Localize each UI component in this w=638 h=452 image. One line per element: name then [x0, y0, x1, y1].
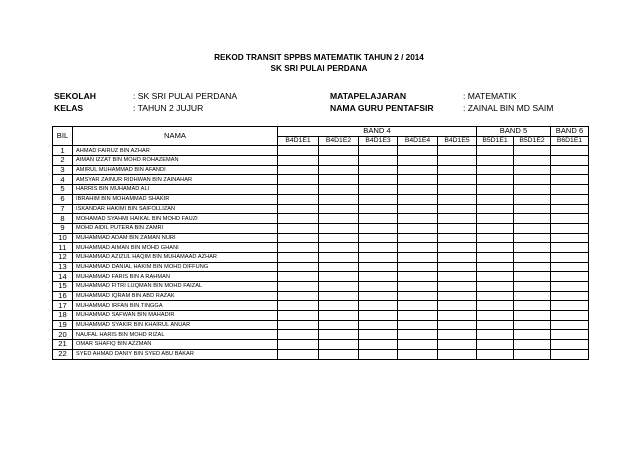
score-cell[interactable]	[438, 291, 477, 301]
row-nama: AHMAD FAIRUZ BIN AZHAR	[73, 146, 278, 156]
table-row	[53, 252, 589, 262]
score-cell[interactable]	[551, 185, 589, 195]
score-cell[interactable]	[398, 156, 438, 166]
score-cell[interactable]	[278, 282, 319, 292]
score-cell[interactable]	[319, 223, 359, 233]
score-cell[interactable]	[319, 214, 359, 224]
score-cell[interactable]	[514, 340, 551, 350]
score-cell[interactable]	[514, 223, 551, 233]
score-cell[interactable]	[477, 311, 514, 321]
table-row	[53, 165, 589, 175]
score-cell[interactable]	[319, 243, 359, 253]
row-bil: 12	[53, 252, 73, 262]
score-cell[interactable]	[278, 320, 319, 330]
row-bil: 4	[53, 175, 73, 185]
score-cell[interactable]	[438, 194, 477, 204]
score-cell[interactable]	[514, 282, 551, 292]
score-cell[interactable]	[551, 223, 589, 233]
score-cell[interactable]	[278, 223, 319, 233]
sekolah-value: : SK SRI PULAI PERDANA	[133, 91, 238, 101]
score-cell[interactable]	[438, 175, 477, 185]
score-cell[interactable]	[514, 243, 551, 253]
score-cell[interactable]	[514, 156, 551, 166]
score-cell[interactable]	[477, 340, 514, 350]
score-cell[interactable]	[477, 165, 514, 175]
row-nama: AMIRUL MUHAMMAD BIN AFANDI	[73, 165, 278, 175]
score-cell[interactable]	[477, 272, 514, 282]
row-nama: MOHAMAD SYAHMI HAIKAL BIN MOHD FAUZI	[73, 214, 278, 224]
header-row	[53, 127, 589, 137]
score-cell[interactable]	[514, 204, 551, 214]
score-cell[interactable]	[398, 311, 438, 321]
score-cell[interactable]	[398, 272, 438, 282]
score-cell[interactable]	[477, 204, 514, 214]
score-cell[interactable]	[551, 165, 589, 175]
score-cell[interactable]	[319, 204, 359, 214]
score-cell[interactable]	[398, 340, 438, 350]
row-nama: MUHAMMAD ADAM BIN ZAMAN NURI	[73, 233, 278, 243]
score-cell[interactable]	[477, 185, 514, 195]
score-cell[interactable]	[319, 330, 359, 340]
score-cell[interactable]	[398, 262, 438, 272]
row-bil: 17	[53, 301, 73, 311]
sub-header: B4D1E5	[438, 136, 477, 146]
row-bil: 18	[53, 311, 73, 321]
score-cell[interactable]	[551, 311, 589, 321]
table-row	[53, 262, 589, 272]
row-bil: 19	[53, 320, 73, 330]
row-nama: MUHAMMAD DANIAL HAKIM BIN MOHD DIFFUNG	[73, 262, 278, 272]
band6-header: BAND 6	[551, 127, 589, 137]
table-row	[53, 282, 589, 292]
row-bil: 1	[53, 146, 73, 156]
table-row	[53, 311, 589, 321]
score-cell[interactable]	[319, 262, 359, 272]
score-cell[interactable]	[359, 330, 398, 340]
score-cell[interactable]	[551, 243, 589, 253]
score-cell[interactable]	[551, 330, 589, 340]
band5-header: BAND 5	[477, 127, 551, 137]
table-row	[53, 223, 589, 233]
score-cell[interactable]	[477, 233, 514, 243]
score-cell[interactable]	[319, 146, 359, 156]
score-cell[interactable]	[398, 349, 438, 359]
sub-header: B5D1E1	[477, 136, 514, 146]
score-cell[interactable]	[514, 194, 551, 204]
score-cell[interactable]	[398, 194, 438, 204]
score-cell[interactable]	[278, 291, 319, 301]
guru-label: NAMA GURU PENTAFSIR	[330, 103, 434, 113]
score-cell[interactable]	[359, 185, 398, 195]
row-bil: 2	[53, 156, 73, 166]
row-nama: OMAR SHAFIQ BIN AZZMAN	[73, 340, 278, 350]
score-cell[interactable]	[477, 282, 514, 292]
row-bil: 20	[53, 330, 73, 340]
report-title: REKOD TRANSIT SPPBS MATEMATIK TAHUN 2 / 2014	[214, 53, 424, 62]
row-nama: NAUFAL HARIS BIN MOHD RIZAL	[73, 330, 278, 340]
score-cell[interactable]	[551, 214, 589, 224]
score-cell[interactable]	[359, 301, 398, 311]
row-bil: 16	[53, 291, 73, 301]
score-cell[interactable]	[477, 330, 514, 340]
score-cell[interactable]	[319, 340, 359, 350]
score-cell[interactable]	[278, 330, 319, 340]
score-cell[interactable]	[477, 156, 514, 166]
row-bil: 5	[53, 185, 73, 195]
score-cell[interactable]	[438, 243, 477, 253]
score-cell[interactable]	[278, 165, 319, 175]
score-cell[interactable]	[477, 291, 514, 301]
score-cell[interactable]	[551, 272, 589, 282]
score-cell[interactable]	[398, 204, 438, 214]
sub-header: B4D1E2	[319, 136, 359, 146]
score-cell[interactable]	[438, 301, 477, 311]
score-cell[interactable]	[398, 214, 438, 224]
score-cell[interactable]	[551, 349, 589, 359]
score-cell[interactable]	[477, 349, 514, 359]
score-cell[interactable]	[438, 330, 477, 340]
score-cell[interactable]	[514, 185, 551, 195]
score-cell[interactable]	[359, 243, 398, 253]
score-cell[interactable]	[398, 301, 438, 311]
row-nama: SYED AHMAD DANIY BIN SYED ABU BAKAR	[73, 349, 278, 359]
score-cell[interactable]	[551, 175, 589, 185]
score-cell[interactable]	[551, 320, 589, 330]
table-row	[53, 291, 589, 301]
row-nama: MOHD AIDIL PUTERA BIN ZAMRI	[73, 223, 278, 233]
score-cell[interactable]	[438, 223, 477, 233]
table-row	[53, 243, 589, 253]
score-cell[interactable]	[551, 146, 589, 156]
row-bil: 10	[53, 233, 73, 243]
table-row	[53, 301, 589, 311]
score-cell[interactable]	[359, 194, 398, 204]
row-nama: MUHAMMAD IQRAM BIN ABD RAZAK	[73, 291, 278, 301]
row-nama: ISKANDAR HAKIMI BIN SAIFOLLIZAN	[73, 204, 278, 214]
score-cell[interactable]	[477, 252, 514, 262]
table-row	[53, 185, 589, 195]
band4-header: BAND 4	[278, 127, 477, 137]
score-cell[interactable]	[359, 340, 398, 350]
score-cell[interactable]	[319, 175, 359, 185]
score-cell[interactable]	[514, 252, 551, 262]
score-cell[interactable]	[278, 243, 319, 253]
score-cell[interactable]	[278, 301, 319, 311]
row-nama: MUHAMMAD AZIZUL HAQIM BIN MUHAMAAD AZHAR	[73, 252, 278, 262]
score-cell[interactable]	[319, 282, 359, 292]
score-cell[interactable]	[359, 252, 398, 262]
score-cell[interactable]	[398, 146, 438, 156]
score-cell[interactable]	[278, 311, 319, 321]
row-bil: 3	[53, 165, 73, 175]
score-cell[interactable]	[319, 349, 359, 359]
score-cell[interactable]	[398, 243, 438, 253]
score-cell[interactable]	[359, 214, 398, 224]
score-cell[interactable]	[359, 282, 398, 292]
score-cell[interactable]	[514, 330, 551, 340]
score-cell[interactable]	[319, 252, 359, 262]
score-cell[interactable]	[359, 165, 398, 175]
score-cell[interactable]	[438, 272, 477, 282]
score-cell[interactable]	[514, 175, 551, 185]
row-bil: 15	[53, 282, 73, 292]
table-row	[53, 175, 589, 185]
row-bil: 7	[53, 204, 73, 214]
row-bil: 8	[53, 214, 73, 224]
score-cell[interactable]	[438, 156, 477, 166]
score-cell[interactable]	[359, 204, 398, 214]
score-cell[interactable]	[319, 301, 359, 311]
table-row	[53, 330, 589, 340]
table-row	[53, 204, 589, 214]
score-cell[interactable]	[551, 301, 589, 311]
score-cell[interactable]	[551, 194, 589, 204]
matapelajaran-label: MATAPELAJARAN	[330, 91, 407, 101]
table-row	[53, 156, 589, 166]
score-cell[interactable]	[398, 165, 438, 175]
school-title: SK SRI PULAI PERDANA	[270, 64, 368, 73]
row-bil: 11	[53, 243, 73, 253]
score-cell[interactable]	[438, 340, 477, 350]
score-cell[interactable]	[438, 282, 477, 292]
score-cell[interactable]	[477, 223, 514, 233]
row-nama: AIMAN IZZAT BIN MOHD ROHAZEMAN	[73, 156, 278, 166]
score-cell[interactable]	[359, 175, 398, 185]
score-cell[interactable]	[477, 243, 514, 253]
row-nama: MUHAMMAD SYAKIR BIN KHAIRUL ANUAR	[73, 320, 278, 330]
row-nama: MUHAMMAD SAFWAN BIN MAHADIR	[73, 311, 278, 321]
row-nama: MUHAMMAD FITRI LUQMAN BIN MOHD FAIZAL	[73, 282, 278, 292]
score-cell[interactable]	[514, 233, 551, 243]
score-cell[interactable]	[278, 272, 319, 282]
table-row	[53, 146, 589, 156]
row-nama: MUHAMMAD AIMAN BIN MOHD GHANI	[73, 243, 278, 253]
score-cell[interactable]	[514, 272, 551, 282]
guru-value: : ZAINAL BIN MD SAIM	[463, 103, 554, 113]
score-cell[interactable]	[398, 185, 438, 195]
score-cell[interactable]	[477, 320, 514, 330]
table-row	[53, 340, 589, 350]
score-cell[interactable]	[359, 272, 398, 282]
table-row	[53, 233, 589, 243]
row-nama: HARRIS BIN MUHAMAD ALI	[73, 185, 278, 195]
score-cell[interactable]	[398, 330, 438, 340]
table-row	[53, 320, 589, 330]
sub-header: B5D1E2	[514, 136, 551, 146]
score-cell[interactable]	[477, 194, 514, 204]
score-cell[interactable]	[551, 282, 589, 292]
score-cell[interactable]	[477, 301, 514, 311]
score-cell[interactable]	[359, 311, 398, 321]
score-cell[interactable]	[398, 282, 438, 292]
score-cell[interactable]	[359, 223, 398, 233]
score-cell[interactable]	[319, 233, 359, 243]
score-cell[interactable]	[438, 165, 477, 175]
sekolah-label: SEKOLAH	[54, 91, 97, 101]
score-cell[interactable]	[319, 291, 359, 301]
score-cell[interactable]	[278, 185, 319, 195]
score-cell[interactable]	[438, 185, 477, 195]
row-nama: MUHAMMAD FARIS BIN A RAHMAN	[73, 272, 278, 282]
score-cell[interactable]	[359, 262, 398, 272]
score-cell[interactable]	[278, 340, 319, 350]
matapelajaran-value: : MATEMATIK	[463, 91, 517, 101]
table-row	[53, 272, 589, 282]
score-cell[interactable]	[278, 146, 319, 156]
score-cell[interactable]	[551, 204, 589, 214]
sub-header: B4D1E4	[398, 136, 438, 146]
score-cell[interactable]	[278, 156, 319, 166]
score-cell[interactable]	[278, 262, 319, 272]
score-cell[interactable]	[438, 320, 477, 330]
sub-header: B4D1E3	[359, 136, 398, 146]
score-cell[interactable]	[477, 146, 514, 156]
score-cell[interactable]	[278, 349, 319, 359]
kelas-label: KELAS	[54, 103, 84, 113]
score-cell[interactable]	[477, 214, 514, 224]
score-cell[interactable]	[477, 175, 514, 185]
score-cell[interactable]	[514, 214, 551, 224]
row-bil: 14	[53, 272, 73, 282]
row-nama: MUHAMMAD IRFAN BIN TINGGA	[73, 301, 278, 311]
score-cell[interactable]	[359, 233, 398, 243]
score-cell[interactable]	[398, 252, 438, 262]
score-cell[interactable]	[278, 175, 319, 185]
score-cell[interactable]	[551, 252, 589, 262]
score-cell[interactable]	[278, 233, 319, 243]
score-cell[interactable]	[551, 340, 589, 350]
score-cell[interactable]	[438, 349, 477, 359]
score-cell[interactable]	[319, 194, 359, 204]
score-cell[interactable]	[514, 146, 551, 156]
score-cell[interactable]	[514, 301, 551, 311]
row-nama: IBRAHIM BIN MOHAMMAD SHAKIR	[73, 194, 278, 204]
score-cell[interactable]	[477, 262, 514, 272]
score-cell[interactable]	[438, 214, 477, 224]
row-bil: 21	[53, 340, 73, 350]
score-cell[interactable]	[319, 272, 359, 282]
score-cell[interactable]	[438, 146, 477, 156]
score-cell[interactable]	[319, 185, 359, 195]
score-cell[interactable]	[319, 156, 359, 166]
score-cell[interactable]	[514, 349, 551, 359]
score-cell[interactable]	[438, 204, 477, 214]
score-cell[interactable]	[278, 214, 319, 224]
score-cell[interactable]	[398, 233, 438, 243]
row-nama: AMSYAR ZAINUR RIDHWAN BIN ZAINAHAR	[73, 175, 278, 185]
table-row	[53, 214, 589, 224]
score-cell[interactable]	[359, 156, 398, 166]
score-cell[interactable]	[514, 291, 551, 301]
score-cell[interactable]	[551, 156, 589, 166]
row-bil: 13	[53, 262, 73, 272]
col-bil-header: BIL	[53, 127, 73, 146]
score-cell[interactable]	[438, 252, 477, 262]
score-cell[interactable]	[319, 311, 359, 321]
score-cell[interactable]	[551, 291, 589, 301]
score-cell[interactable]	[514, 311, 551, 321]
score-cell[interactable]	[514, 262, 551, 272]
kelas-value: : TAHUN 2 JUJUR	[133, 103, 204, 113]
score-cell[interactable]	[359, 146, 398, 156]
sub-header: B4D1E1	[278, 136, 319, 146]
score-cell[interactable]	[438, 262, 477, 272]
row-bil: 22	[53, 349, 73, 359]
score-cell[interactable]	[398, 291, 438, 301]
table-row	[53, 194, 589, 204]
student-record-table	[52, 126, 589, 360]
score-cell[interactable]	[359, 291, 398, 301]
score-cell[interactable]	[278, 252, 319, 262]
score-cell[interactable]	[514, 165, 551, 175]
col-nama-header: NAMA	[73, 127, 278, 146]
sub-header: B6D1E1	[551, 136, 589, 146]
score-cell[interactable]	[359, 349, 398, 359]
score-cell[interactable]	[278, 204, 319, 214]
score-cell[interactable]	[551, 262, 589, 272]
row-bil: 6	[53, 194, 73, 204]
score-cell[interactable]	[319, 320, 359, 330]
score-cell[interactable]	[551, 233, 589, 243]
score-cell[interactable]	[278, 194, 319, 204]
score-cell[interactable]	[398, 320, 438, 330]
score-cell[interactable]	[398, 223, 438, 233]
score-cell[interactable]	[398, 175, 438, 185]
score-cell[interactable]	[359, 320, 398, 330]
score-cell[interactable]	[319, 165, 359, 175]
row-bil: 9	[53, 223, 73, 233]
score-cell[interactable]	[438, 311, 477, 321]
score-cell[interactable]	[514, 320, 551, 330]
table-row	[53, 349, 589, 359]
score-cell[interactable]	[438, 233, 477, 243]
